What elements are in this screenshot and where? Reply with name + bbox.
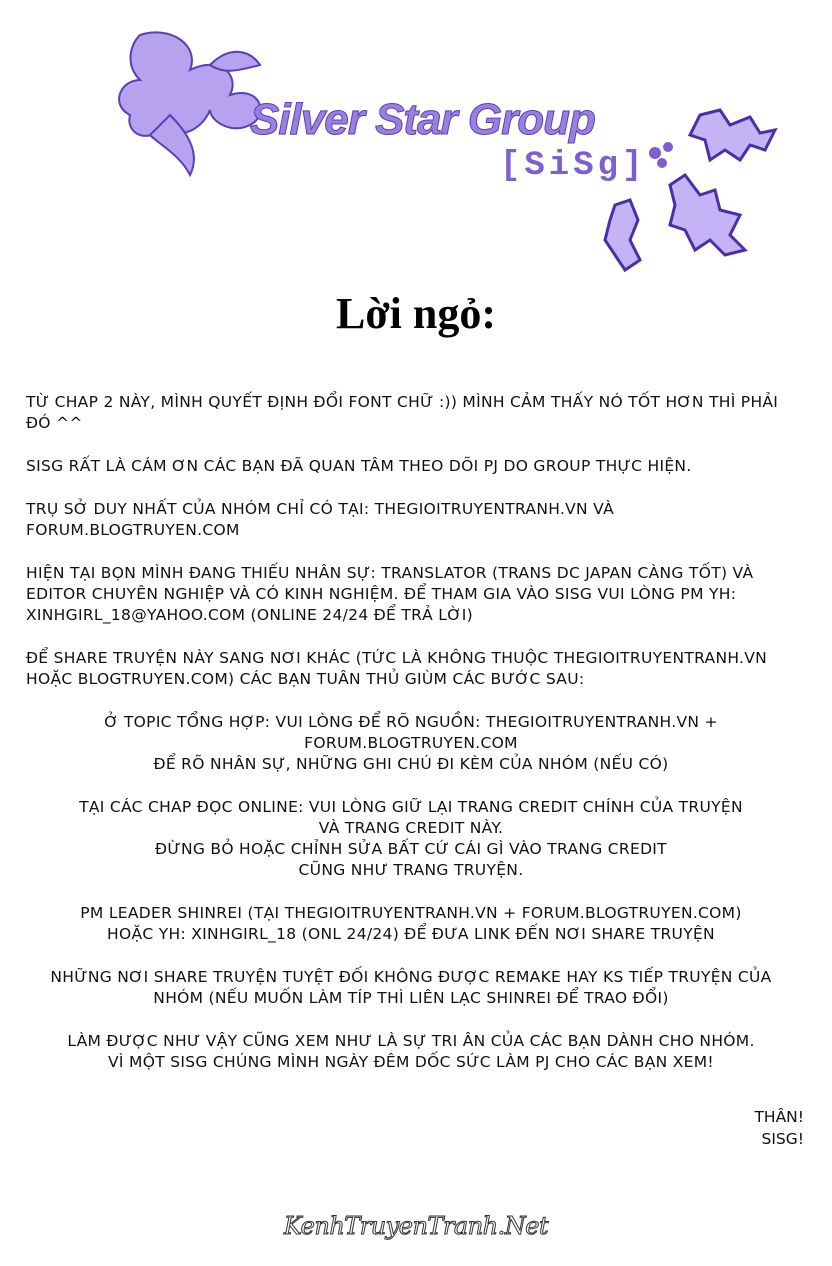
signoff bbox=[754, 1106, 804, 1150]
paragraph bbox=[26, 456, 796, 477]
paragraph bbox=[26, 499, 796, 541]
paragraph-line: SISG RẤT LÀ CÁM ƠN CÁC BẠN ĐÃ QUAN TÂM THEO DÕI PJ DO GROUP THỰC HIỆN. bbox=[26, 457, 692, 475]
paragraph-line: NHÓM (NẾU MUỐN LÀM TÍP THÌ LIÊN LẠC SHINREI ĐỂ TRAO ĐỔI) bbox=[153, 989, 669, 1007]
logo-subtitle: [SiSg] bbox=[500, 147, 647, 185]
paragraph-line: LÀM ĐƯỢC NHƯ VẬY CŨNG XEM NHƯ LÀ SỰ TRI ÂN CỦA CÁC BẠN DÀNH CHO NHÓM. bbox=[67, 1032, 755, 1050]
group-logo bbox=[110, 25, 790, 285]
paragraph-line: HIỆN TẠI BỌN MÌNH ĐANG THIẾU NHÂN SỰ: TRANSLATOR (TRANS DC JAPAN CÀNG TỐT) VÀ EDITOR CHUYÊN NGHIỆP VÀ CÓ KINH NGHIỆM. ĐỂ THAM GIA VÀO SISG VUI LÒNG PM YH: XINHGIRL_18@YAHOO.COM (ONLINE 24/24 ĐỂ TRẢ LỜI) bbox=[26, 564, 754, 624]
paragraph-line: ĐỂ SHARE TRUYỆN NÀY SANG NƠI KHÁC (TỨC LÀ KHÔNG THUỘC THEGIOITRUYENTRANH.VN HOẶC BLOGTRUYEN.COM) CÁC BẠN TUÂN THỦ GIÙM CÁC BƯỚC SAU: bbox=[26, 649, 768, 688]
paragraph-line: CŨNG NHƯ TRANG TRUYỆN. bbox=[298, 861, 524, 879]
paragraph bbox=[26, 797, 796, 881]
paragraph-line: VÀ TRANG CREDIT NÀY. bbox=[318, 819, 504, 837]
paragraph bbox=[26, 392, 796, 434]
paragraph bbox=[26, 967, 796, 1009]
logo-title: Silver Star Group bbox=[250, 95, 595, 144]
message-body bbox=[26, 392, 796, 1095]
paragraph-line: ĐỂ RÕ NHÂN SỰ, NHỮNG GHI CHÚ ĐI KÈM CỦA NHÓM (NẾU CÓ) bbox=[153, 755, 669, 773]
paragraph bbox=[26, 903, 796, 945]
signoff-line: SISG! bbox=[761, 1130, 804, 1148]
paragraph-line: PM LEADER SHINREI (TẠI THEGIOITRUYENTRANH.VN + FORUM.BLOGTRUYEN.COM) bbox=[80, 904, 742, 922]
paragraph-line: Ở TOPIC TỔNG HỢP: VUI LÒNG ĐỂ RÕ NGUỒN: THEGIOITRUYENTRANH.VN + bbox=[104, 713, 718, 731]
paragraph-line: HOẶC YH: XINHGIRL_18 (ONL 24/24) ĐỂ ĐƯA LINK ĐẾN NƠI SHARE TRUYỆN bbox=[107, 925, 715, 943]
paragraph bbox=[26, 648, 796, 690]
paragraph-line: TỪ CHAP 2 NÀY, MÌNH QUYẾT ĐỊNH ĐỔI FONT CHỮ :)) MÌNH CẢM THẤY NÓ TỐT HƠN THÌ PHẢI ĐÓ ^^ bbox=[26, 393, 779, 432]
paragraph bbox=[26, 563, 796, 626]
page-heading: Lời ngỏ: bbox=[335, 289, 497, 338]
paragraph-line: ĐỪNG BỎ HOẶC CHỈNH SỬA BẤT CỨ CÁI GÌ VÀO TRANG CREDIT bbox=[155, 840, 667, 858]
paragraph-line: TẠI CÁC CHAP ĐỌC ONLINE: VUI LÒNG GIỮ LẠI TRANG CREDIT CHÍNH CỦA TRUYỆN bbox=[79, 798, 743, 816]
paragraph-line: VÌ MỘT SISG CHÚNG MÌNH NGÀY ĐÊM DỐC SỨC LÀM PJ CHO CÁC BẠN XEM! bbox=[108, 1053, 714, 1071]
signoff-line: THÂN! bbox=[754, 1108, 804, 1126]
footer-watermark: KenhTruyenTranh.Net bbox=[283, 1212, 549, 1240]
paragraph-line: TRỤ SỞ DUY NHẤT CỦA NHÓM CHỈ CÓ TẠI: THEGIOITRUYENTRANH.VN VÀ FORUM.BLOGTRUYEN.COM bbox=[26, 500, 614, 539]
paragraph bbox=[26, 1031, 796, 1073]
leaf-ornament-icon bbox=[110, 25, 790, 285]
paragraph-line: FORUM.BLOGTRUYEN.COM bbox=[304, 734, 518, 752]
paragraph-line: NHỮNG NƠI SHARE TRUYỆN TUYỆT ĐỐI KHÔNG ĐƯỢC REMAKE HAY KS TIẾP TRUYỆN CỦA bbox=[50, 968, 772, 986]
paragraph bbox=[26, 712, 796, 775]
